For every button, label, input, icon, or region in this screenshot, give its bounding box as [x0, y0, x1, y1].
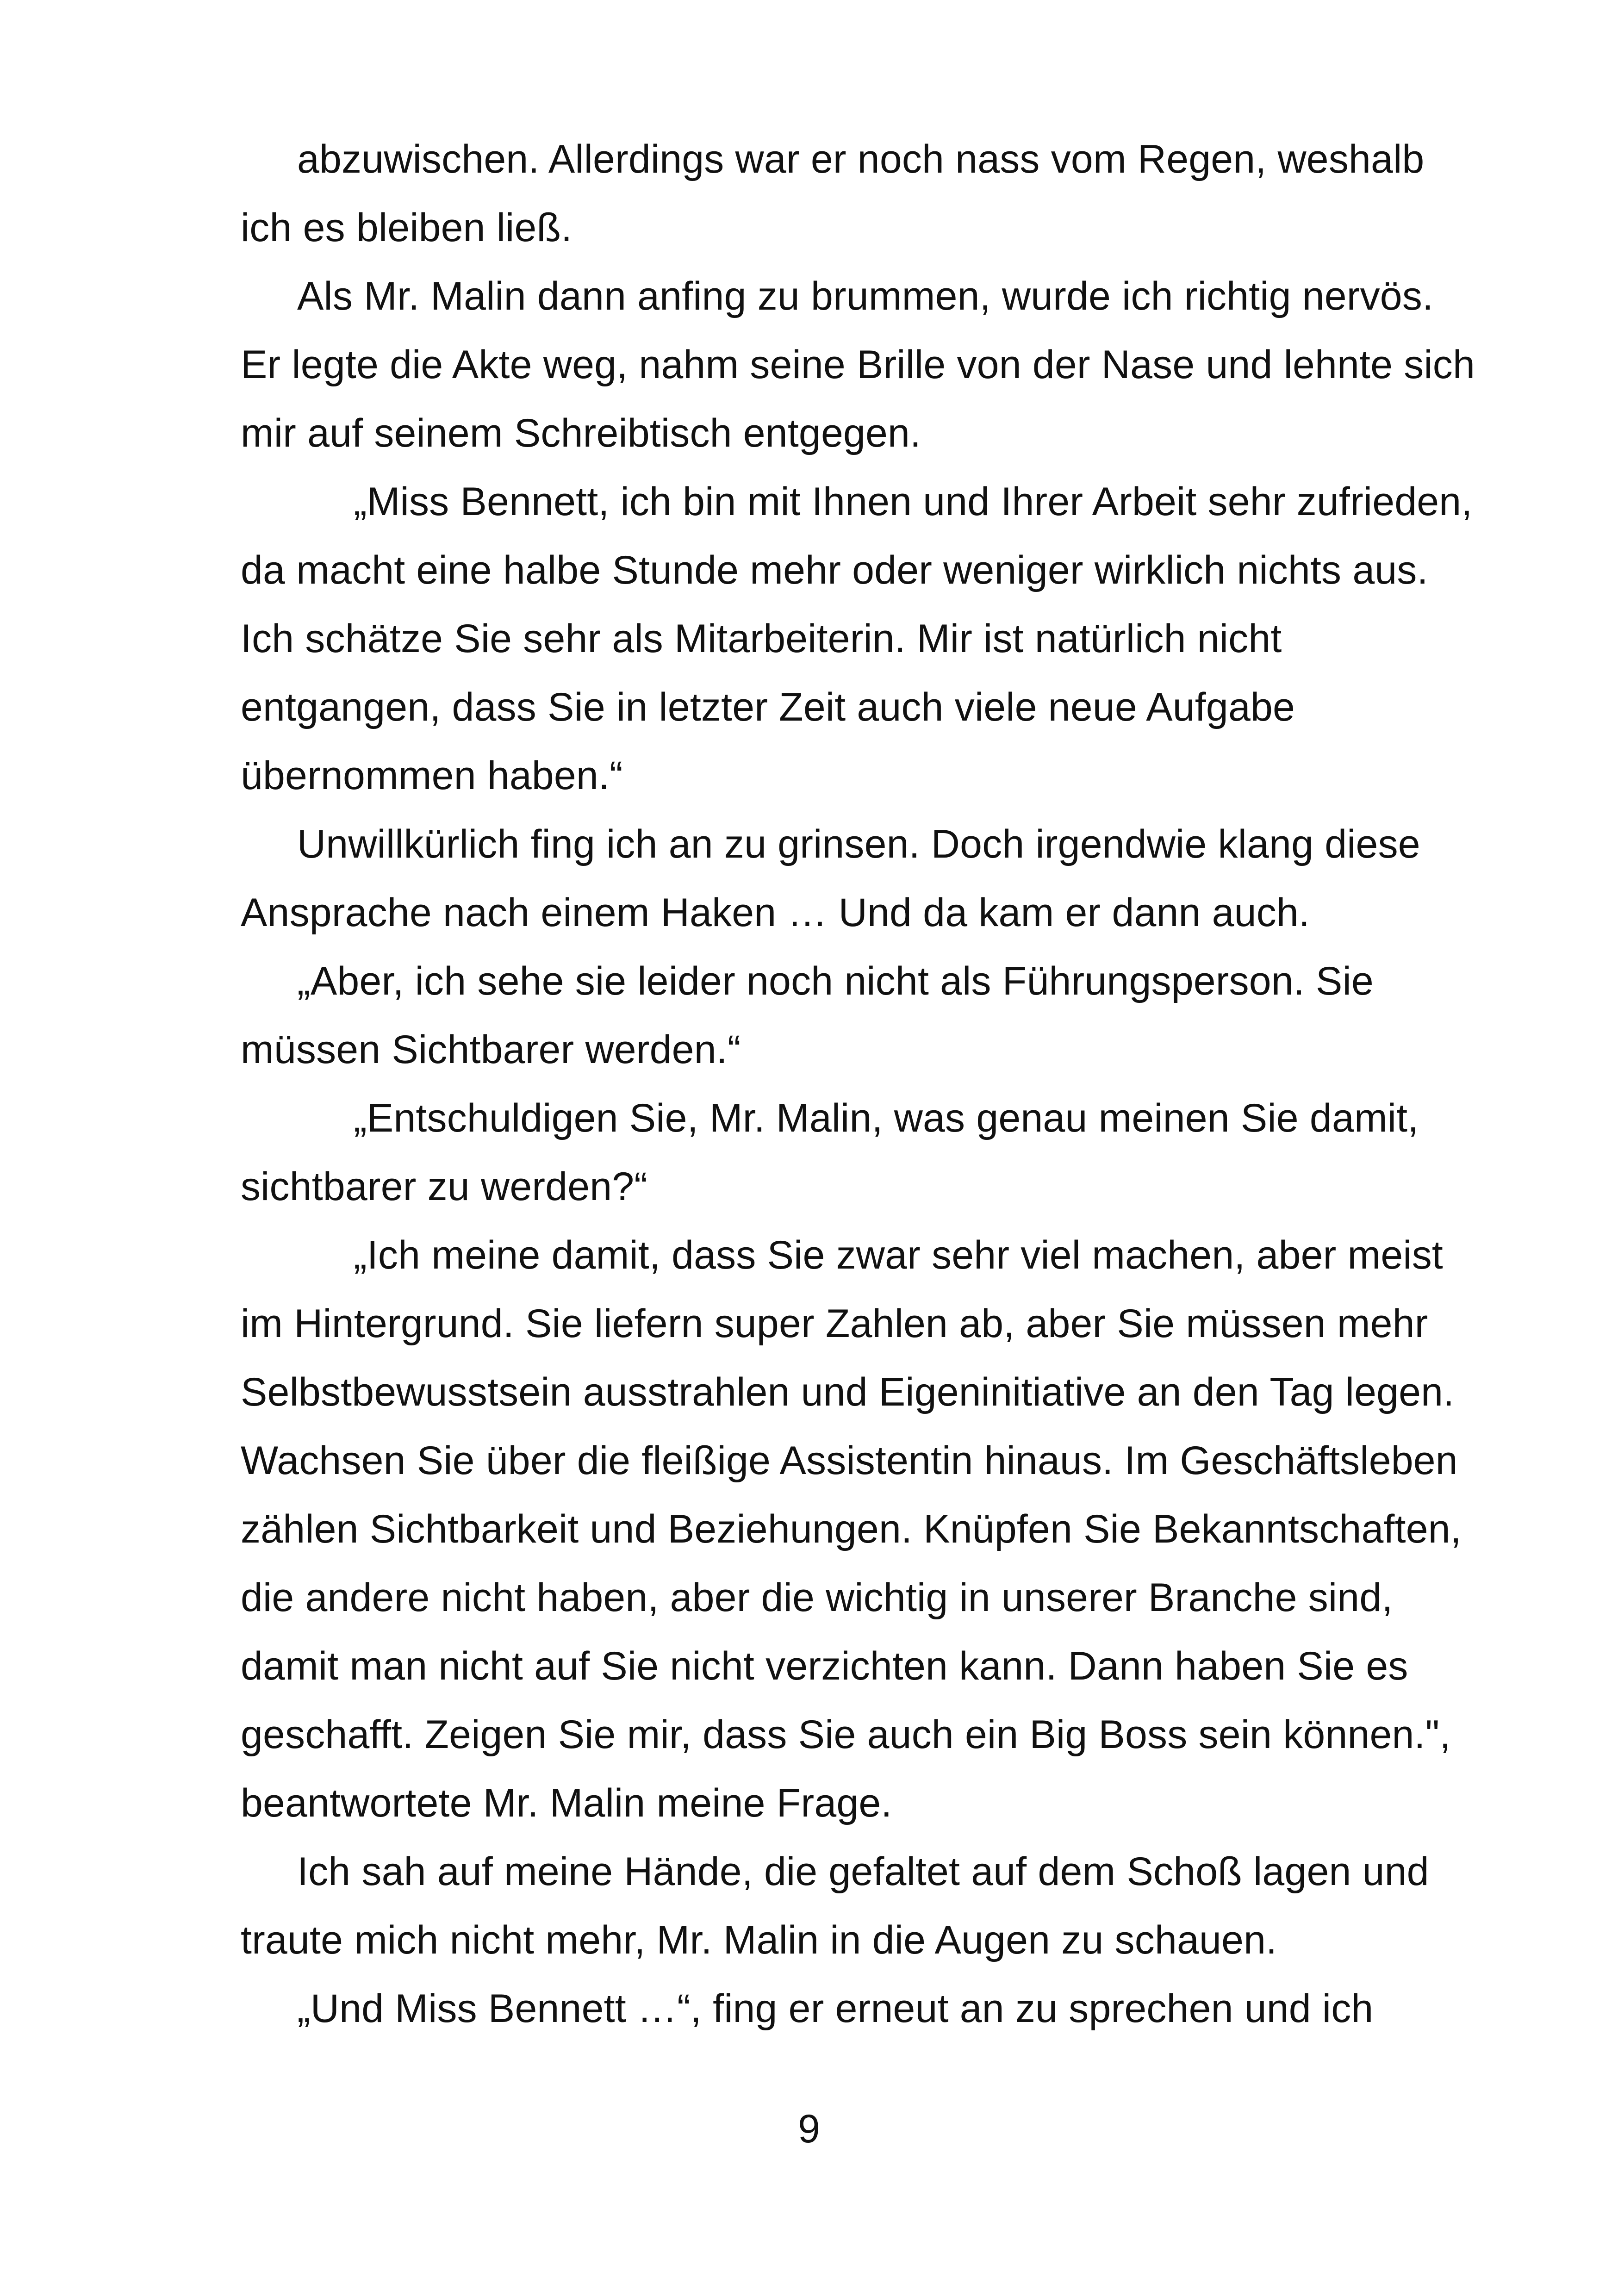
text-line: ich es bleiben ließ. [241, 205, 573, 250]
text-line: „Miss Bennett, ich bin mit Ihnen und Ihrer Arbeit sehr zufrieden, [354, 479, 1473, 524]
body-text [241, 125, 1592, 2043]
text-line: zählen Sichtbarkeit und Beziehungen. Knüpfen Sie Bekanntschaften, [241, 1507, 1462, 1551]
text-line: geschafft. Zeigen Sie mir, dass Sie auch ein Big Boss sein können.", [241, 1712, 1451, 1757]
text-line: traute mich nicht mehr, Mr. Malin in die Augen zu schauen. [241, 1918, 1277, 1962]
text-line: „Entschuldigen Sie, Mr. Malin, was genau meinen Sie damit, [354, 1096, 1419, 1140]
text-line: abzuwischen. Allerdings war er noch nass vom Regen, weshalb [297, 137, 1425, 181]
text-line: Er legte die Akte weg, nahm seine Brille von der Nase und lehnte sich [241, 342, 1475, 387]
text-line: Ansprache nach einem Haken … Und da kam er dann auch. [241, 890, 1310, 935]
text-line: die andere nicht haben, aber die wichtig in unserer Branche sind, [241, 1575, 1393, 1620]
text-line: Als Mr. Malin dann anfing zu brummen, wurde ich richtig nervös. [297, 274, 1434, 318]
text-line: mir auf seinem Schreibtisch entgegen. [241, 411, 921, 455]
text-line: im Hintergrund. Sie liefern super Zahlen ab, aber Sie müssen mehr [241, 1301, 1428, 1346]
text-line: Unwillkürlich fing ich an zu grinsen. Doch irgendwie klang diese [297, 822, 1420, 866]
text-line: Selbstbewusstsein ausstrahlen und Eigeninitiative an den Tag legen. [241, 1370, 1455, 1414]
text-line: übernommen haben.“ [241, 753, 623, 798]
text-line: „Ich meine damit, dass Sie zwar sehr viel machen, aber meist [354, 1233, 1444, 1277]
text-line: entgangen, dass Sie in letzter Zeit auch viele neue Aufgabe [241, 685, 1295, 729]
text-line: damit man nicht auf Sie nicht verzichten kann. Dann haben Sie es [241, 1644, 1408, 1688]
text-line: sichtbarer zu werden?“ [241, 1164, 648, 1209]
text-line: müssen Sichtbarer werden.“ [241, 1027, 741, 1072]
text-line: „Und Miss Bennett …“, fing er erneut an zu sprechen und ich [297, 1986, 1374, 2031]
text-line: Ich sah auf meine Hände, die gefaltet auf dem Schoß lagen und [297, 1849, 1429, 1894]
page-number: 9 [798, 2107, 820, 2151]
text-line: Ich schätze Sie sehr als Mitarbeiterin. Mir ist natürlich nicht [241, 616, 1282, 661]
text-line: Wachsen Sie über die fleißige Assistentin hinaus. Im Geschäftsleben [241, 1438, 1458, 1483]
text-line: „Aber, ich sehe sie leider noch nicht als Führungsperson. Sie [297, 959, 1374, 1003]
text-line: beantwortete Mr. Malin meine Frage. [241, 1781, 892, 1825]
text-line: da macht eine halbe Stunde mehr oder weniger wirklich nichts aus. [241, 548, 1428, 592]
